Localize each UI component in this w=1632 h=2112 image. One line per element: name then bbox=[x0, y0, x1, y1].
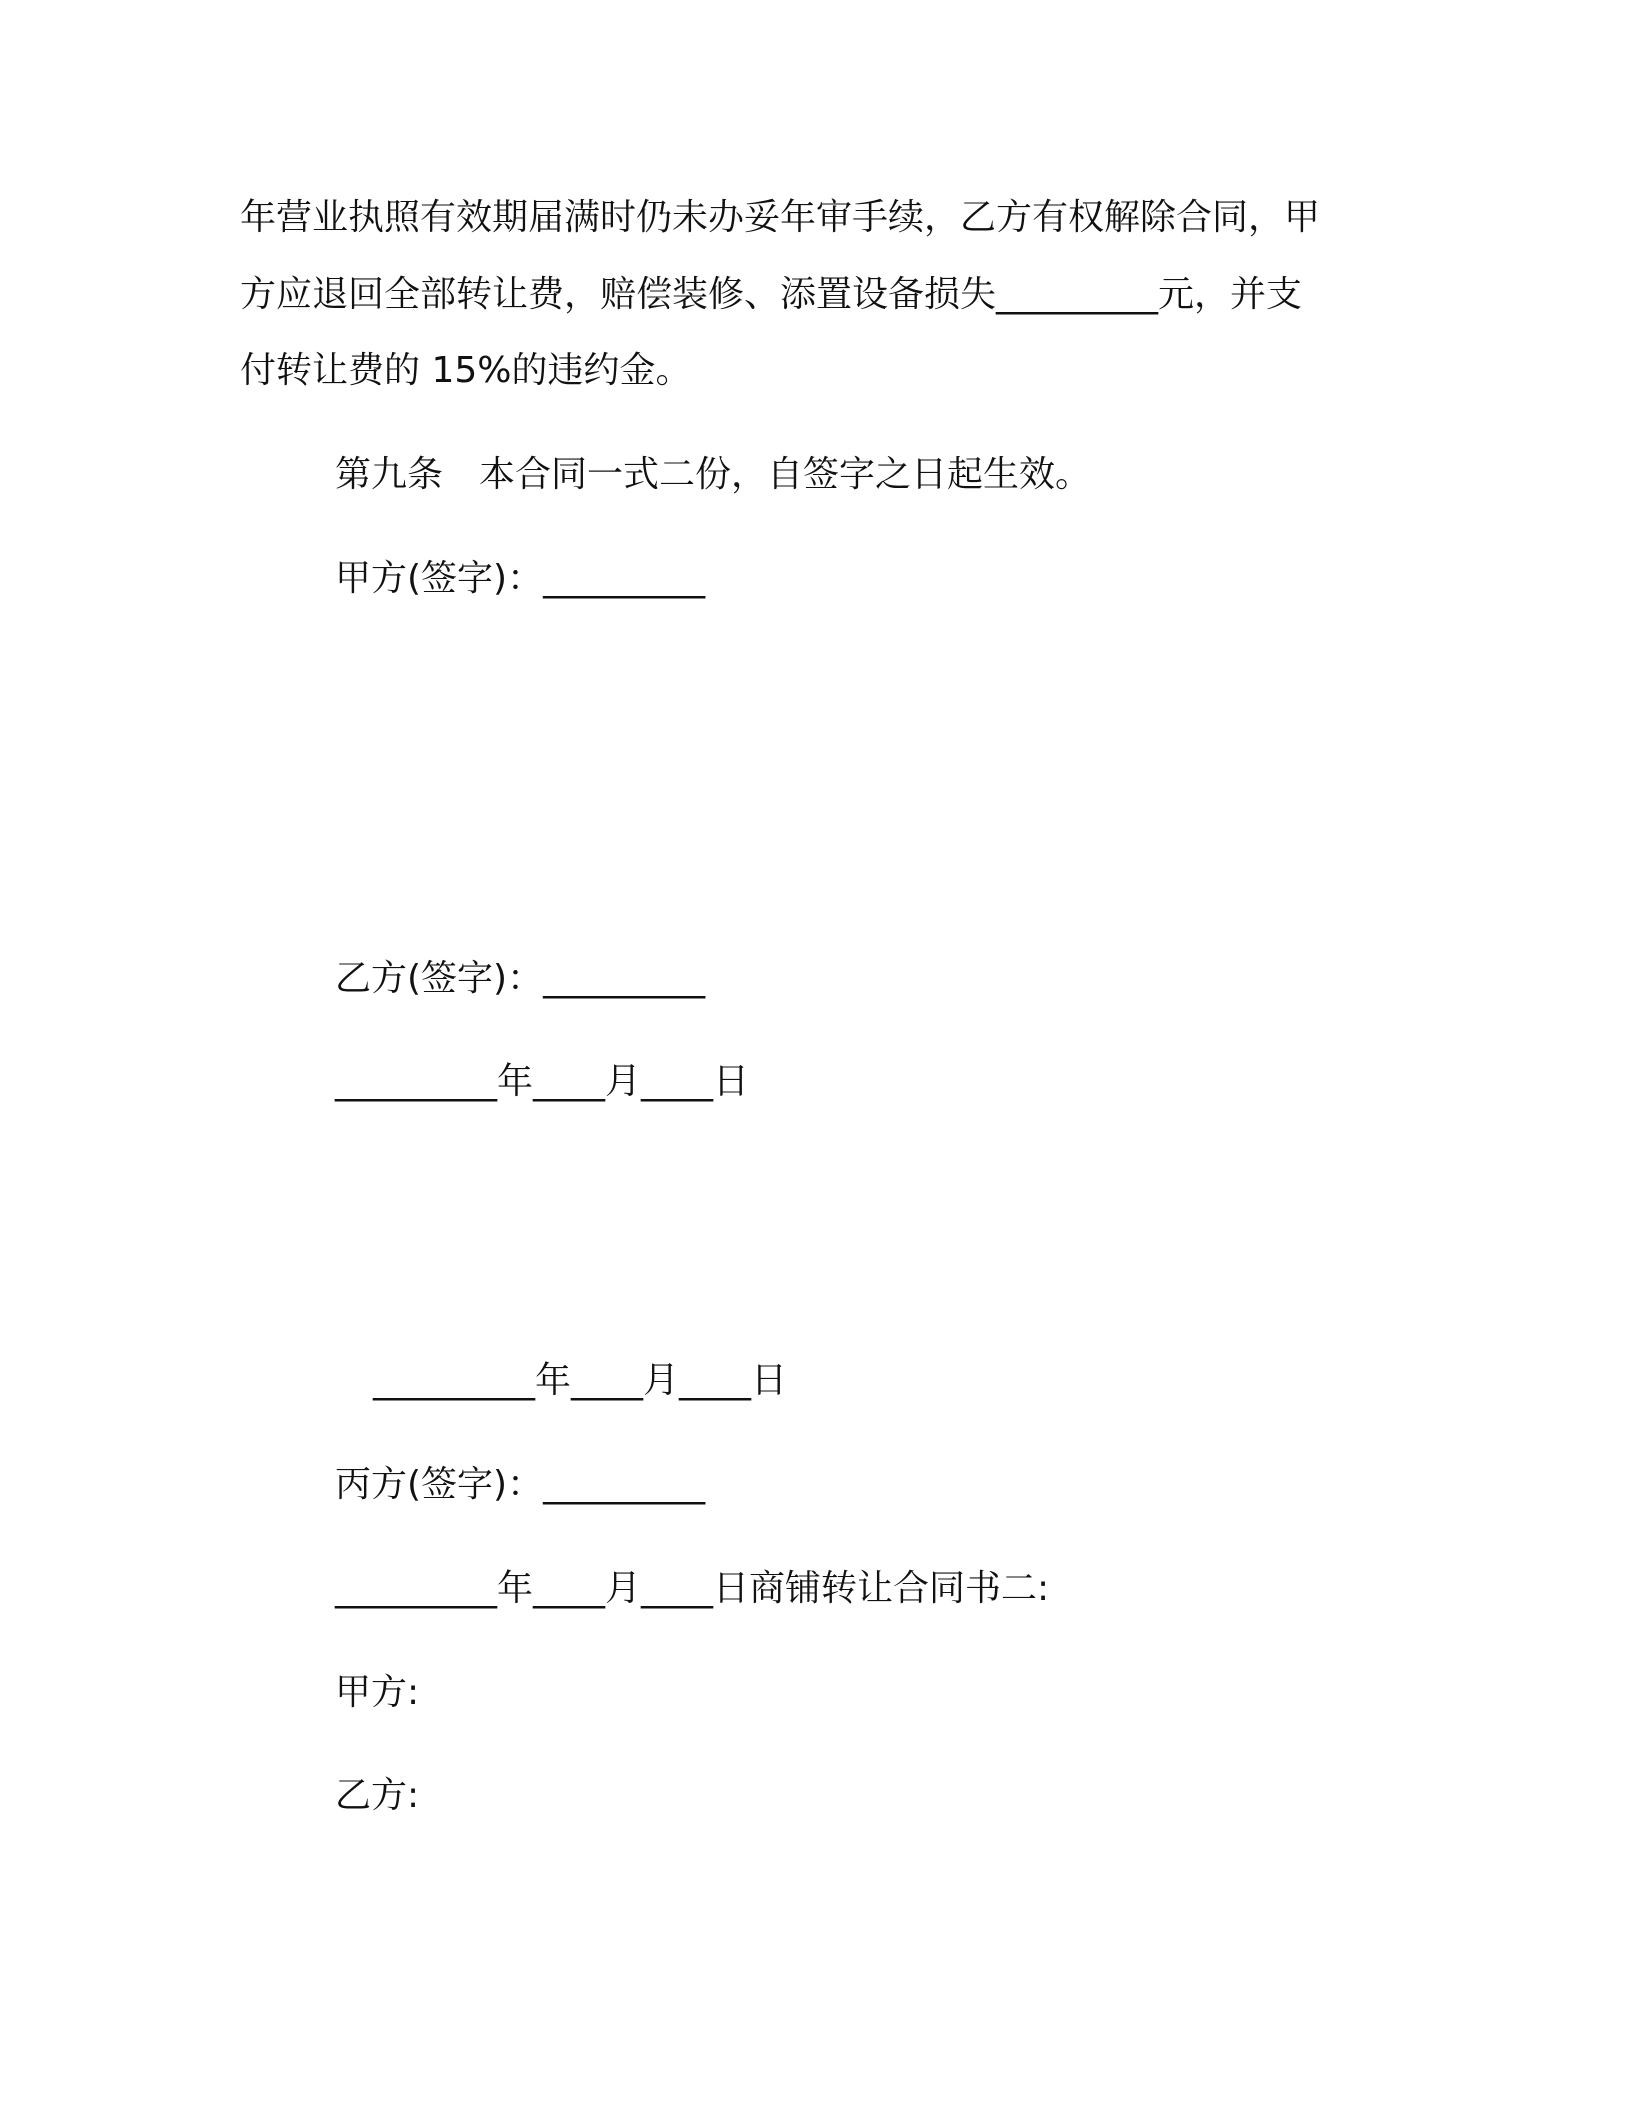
paragraph-line-2: 方应退回全部转让费，赔偿装修、添置设备损失_________元，并支 bbox=[240, 274, 1303, 315]
article-nine: 第九条 本合同一式二份，自签字之日起生效。 bbox=[335, 454, 1092, 495]
party-c-signature-line: 丙方(签字)：_________ bbox=[335, 1464, 706, 1505]
date-and-contract-title-line: _________年____月____日商铺转让合同书二: bbox=[335, 1568, 1050, 1609]
paragraph-line-1: 年营业执照有效期届满时仍未办妥年审手续，乙方有权解除合同，甲 bbox=[240, 197, 1321, 238]
date-line-2: _________年____月____日 bbox=[373, 1360, 787, 1401]
party-b-signature-line: 乙方(签字)：_________ bbox=[335, 958, 706, 999]
paragraph-line-3: 付转让费的 15%的违约金。 bbox=[240, 350, 692, 391]
party-a-signature-line: 甲方(签字)：_________ bbox=[335, 558, 706, 599]
party-b-label: 乙方: bbox=[335, 1775, 420, 1816]
party-a-label: 甲方: bbox=[335, 1672, 420, 1713]
date-line-1: _________年____月____日 bbox=[335, 1061, 749, 1102]
